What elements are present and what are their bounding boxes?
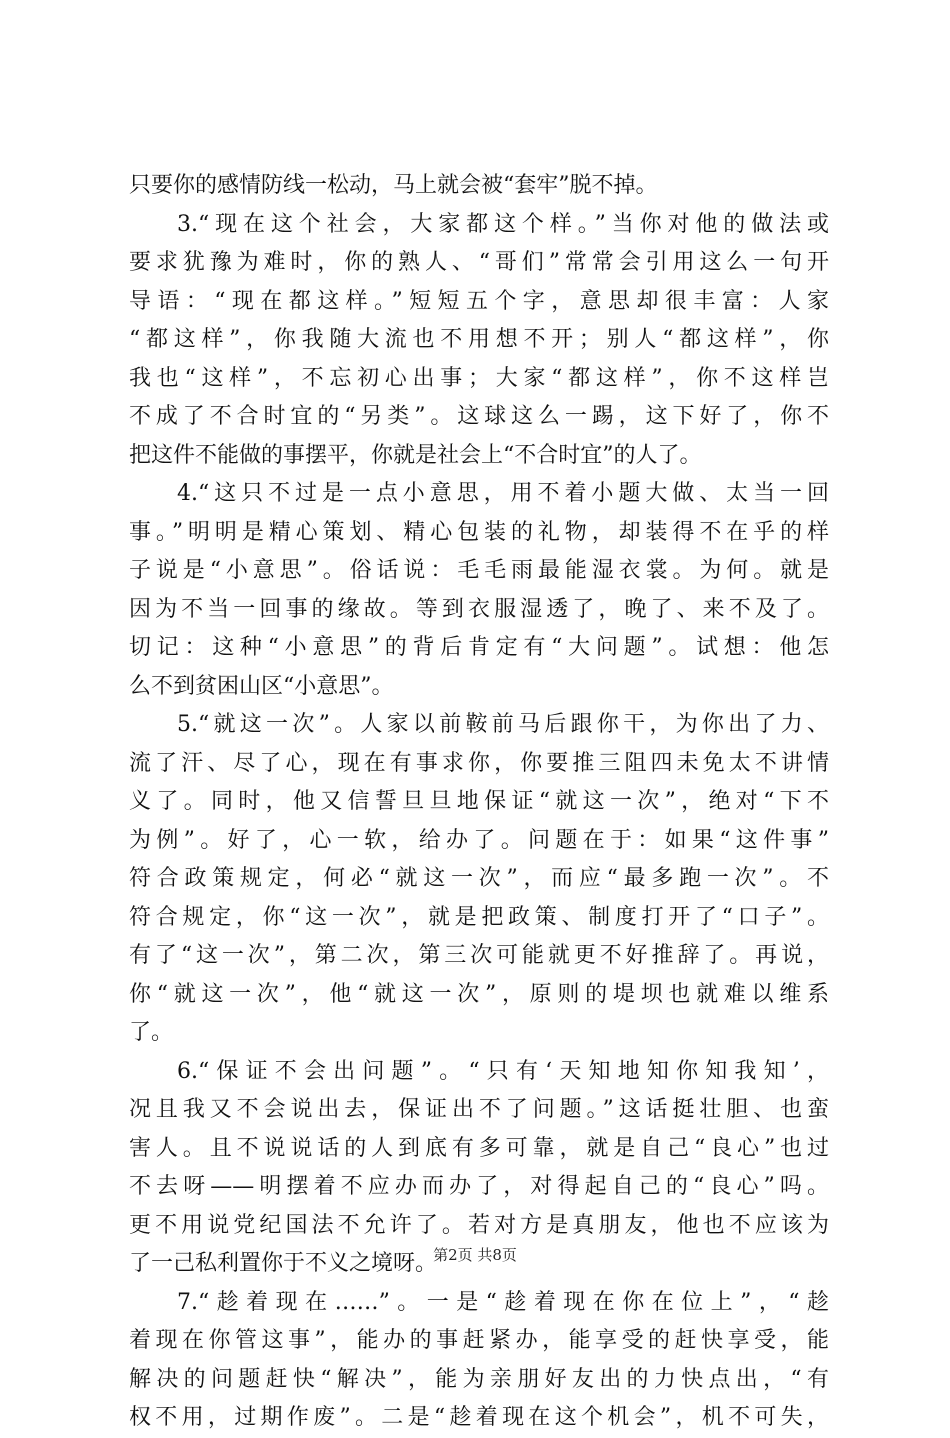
text-line: 因为不当一回事的缘故。等到衣服湿透了，晚了、来不及了。 (129, 596, 829, 622)
text-line: 符合政策规定，何必“就这一次”，而应“最多跑一次”。不 (129, 866, 829, 891)
text-line: 只要你的感情防线一松动，马上就会被“套牢”脱不掉。 (129, 173, 658, 198)
text-line: 我也“这样”，不忘初心出事；大家“都这样”，你不这样岂 (129, 365, 829, 391)
paragraph (129, 167, 829, 206)
text-line: 了一己私利置你于不义之境呀。 (129, 1251, 438, 1276)
text-line: 有了“这一次”，第二次，第三次可能就更不好推辞了。再说， (129, 943, 829, 968)
text-line: 符合规定，你“这一次”，就是把政策、制度打开了“口子”。 (129, 904, 829, 930)
paragraph (129, 475, 829, 706)
text-line: 不去呀——明摆着不应办而办了，对得起自己的“良心”吗。 (129, 1174, 829, 1199)
text-line: 5.“就这一次”。人家以前鞍前马后跟你干，为你出了力、 (177, 712, 829, 737)
text-line: 流了汗、尽了心，现在有事求你，你要推三阻四未免太不讲情 (129, 750, 829, 776)
text-line: 更不用说党纪国法不允许了。若对方是真朋友，他也不应该为 (129, 1212, 829, 1238)
text-line: 况且我又不会说出去，保证出不了问题。”这话挺壮胆、也蛮 (129, 1097, 829, 1122)
text-line: 不成了不合时宜的“另类”。这球这么一踢，这下好了，你不 (129, 404, 829, 429)
text-line: 义了。同时，他又信誓旦旦地保证“就这一次”，绝对“下不 (129, 789, 829, 814)
text-line: 4.“这只不过是一点小意思，用不着小题大做、太当一回 (177, 481, 829, 506)
paragraph (129, 1284, 829, 1438)
text-line: 7.“趁着现在……”。一是“趁着现在你在位上”，“趁 (177, 1289, 829, 1315)
paragraph (129, 206, 829, 476)
text-line: 权不用，过期作废”。二是“趁着现在这个机会”，机不可失， (129, 1405, 829, 1430)
text-line: 把这件不能做的事摆平，你就是社会上“不合时宜”的人了。 (129, 442, 702, 468)
text-line: 子说是“小意思”。俗话说：毛毛雨最能湿衣裳。为何。就是 (129, 558, 829, 583)
text-line: 了。 (129, 1020, 174, 1045)
text-line: 6.“保证不会出问题”。“只有‘天知地知你知我知’， (177, 1058, 829, 1084)
text-line: “都这样”，你我随大流也不用想不开；别人“都这样”，你 (129, 327, 829, 352)
text-line: 要求犹豫为难时，你的熟人、“哥们”常常会引用这么一句开 (129, 250, 829, 275)
text-line: 事。”明明是精心策划、精心包装的礼物，却装得不在乎的样 (129, 519, 829, 545)
text-line: 么不到贫困山区“小意思”。 (129, 673, 394, 699)
text-line: 切记：这种“小意思”的背后肯定有“大问题”。试想：他怎 (129, 635, 829, 660)
text-line: 害人。且不说说话的人到底有多可靠，就是自己“良心”也过 (129, 1135, 829, 1161)
text-line: 为例”。好了，心一软，给办了。问题在于：如果“这件事” (129, 827, 829, 853)
page-footer: 第2页 共8页 (433, 1246, 517, 1264)
text-line: 3.“现在这个社会，大家都这个样。”当你对他的做法或 (177, 211, 829, 237)
text-line: 解决的问题赶快“解决”，能为亲朋好友出的力快点出，“有 (129, 1366, 829, 1392)
text-line: 导语：“现在都这样。”短短五个字，意思却很丰富：人家 (129, 288, 829, 314)
text-line: 着现在你管这事”，能办的事赶紧办，能享受的赶快享受，能 (129, 1328, 829, 1353)
text-line: 你“就这一次”，他“就这一次”，原则的堤坝也就难以维系 (129, 981, 829, 1007)
paragraph (129, 706, 829, 1053)
